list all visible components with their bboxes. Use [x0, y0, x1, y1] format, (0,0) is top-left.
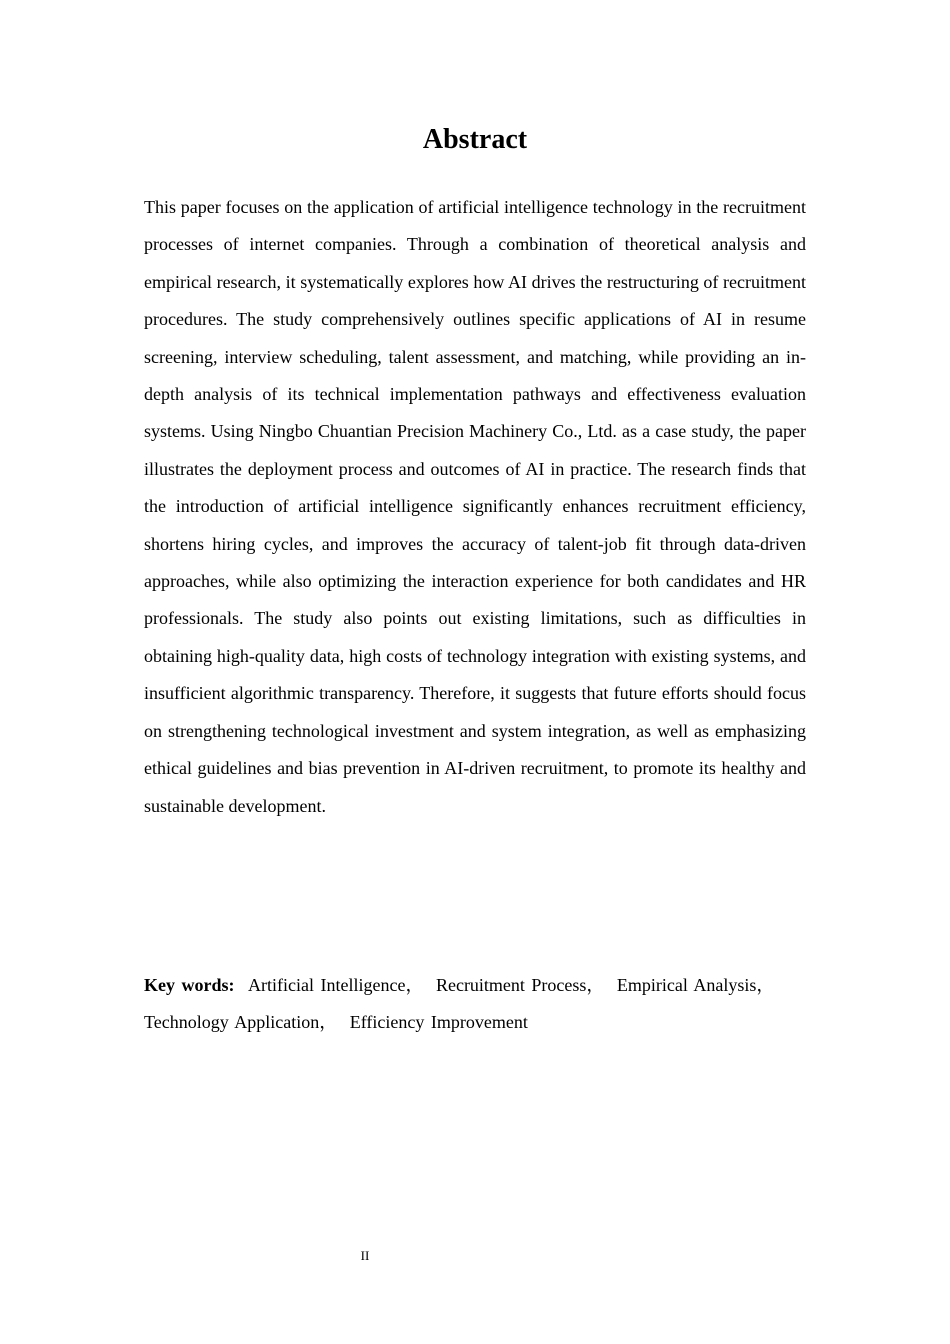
abstract-body: This paper focuses on the application of artificial intelligence technology in the recruitment processes of internet companies. Through a combination of theoretical analysis and empirical research, it systematically explores how AI drives the restructuring of recruitment procedures. The study comprehensively outlines specific applications of AI in resume screening, interview scheduling, talent assessment, and matching, while providing an in-depth analysis of its technical implementation pathways and effectiveness evaluation systems. Using Ningbo Chuantian Precision Machinery Co., Ltd. as a case study, the paper illustrates the deployment process and outcomes of AI in practice. The research finds that the introduction of artificial intelligence significantly enhances recruitment efficiency, shortens hiring cycles, and improves the accuracy of talent-job fit through data-driven approaches, while also optimizing the interaction experience for both candidates and HR professionals. The study also points out existing limitations, such as difficulties in obtaining high-quality data, high costs of technology integration with existing systems, and insufficient algorithmic transparency. Therefore, it suggests that future efforts should focus on strengthening technological investment and system integration, as well as emphasizing ethical guidelines and bias prevention in AI-driven recruitment, to promote its healthy and sustainable development. [144, 197, 806, 816]
keyword-item: Technology Application， [144, 1012, 338, 1033]
keywords-line [144, 967, 806, 1042]
keyword-item: Recruitment Process， [435, 975, 605, 995]
keywords-label: Key words: [144, 975, 235, 995]
abstract-title: Abstract [422, 124, 528, 155]
keyword-item: Empirical Analysis， [616, 975, 775, 995]
keyword-item: Artificial Intelligence， [248, 975, 424, 995]
page-number: II [360, 1248, 370, 1263]
keyword-item: Efficiency Improvement [349, 1012, 528, 1033]
